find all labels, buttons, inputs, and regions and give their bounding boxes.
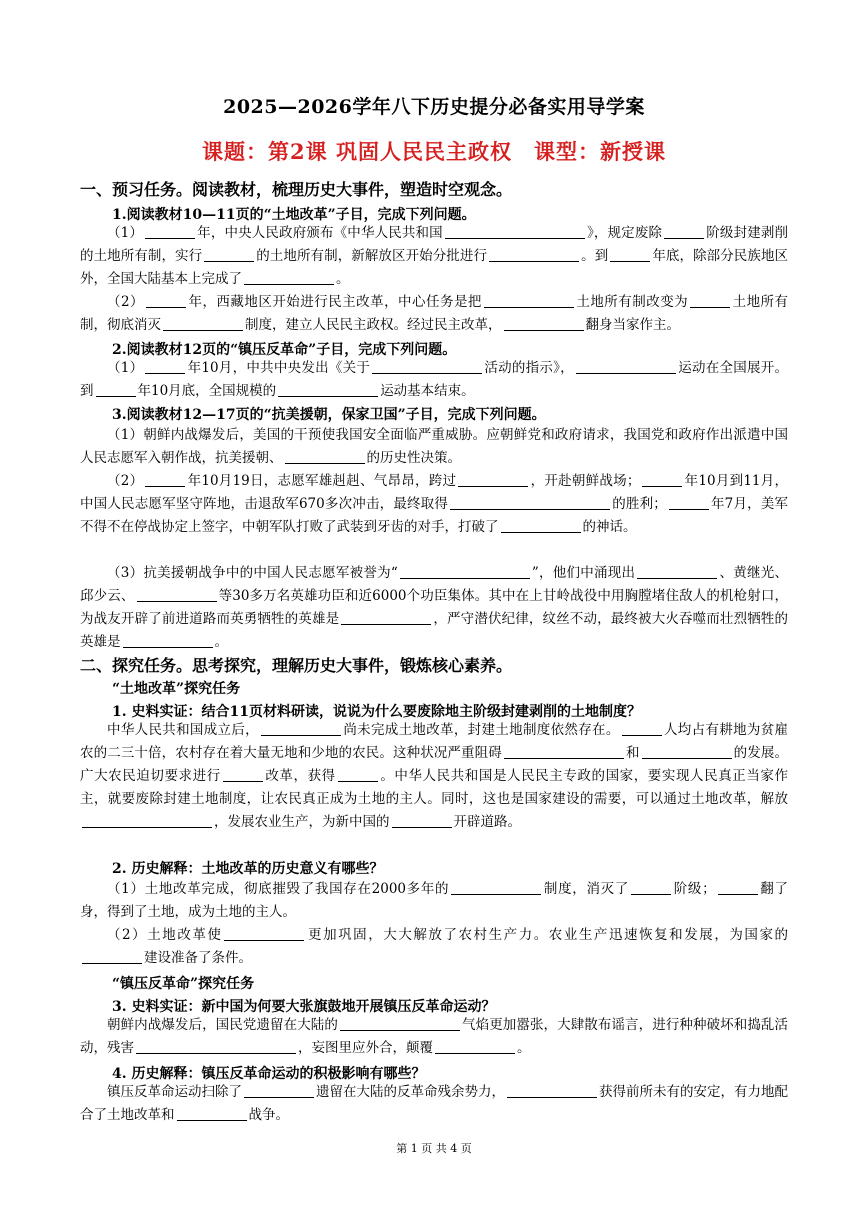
page-footer: 第 1 页 共 4 页 <box>396 1142 472 1155</box>
answer-blank[interactable] <box>145 358 185 374</box>
task2-label: “镇压反革命”探究任务 <box>112 976 255 992</box>
answer-blank[interactable] <box>445 223 585 239</box>
answer-blank[interactable] <box>458 471 528 487</box>
s1-q1-para2: （2） 年，西藏地区开始进行民主改革，中心任务是把 土地所有制改变为 土地所有制，彻底消灭 制度，建立人民民主政权。经过民主改革， 翻身当家作主。 <box>80 294 789 333</box>
section2-heading: 二、探究任务。思考探究，理解历史大事件，锻炼核心素养。 <box>80 656 513 675</box>
answer-blank[interactable] <box>123 632 213 648</box>
answer-blank[interactable] <box>489 246 579 262</box>
s1-q3-para1: （1）朝鲜内战爆发后，美国的干预使我国安全面临严重威胁。应朝鲜党和政府请求，我国党和政府作出派遣中国人民志愿军入朝作战，抗美援朝、 的历史性决策。 <box>80 427 788 466</box>
document-title: 2025—2026学年八下历史提分必备实用导学案 <box>223 96 645 118</box>
answer-blank[interactable] <box>145 223 195 239</box>
answer-blank[interactable] <box>576 358 676 374</box>
answer-blank[interactable] <box>501 517 581 533</box>
answer-blank[interactable] <box>340 1015 460 1031</box>
answer-blank[interactable] <box>163 315 243 331</box>
answer-blank[interactable] <box>504 743 624 759</box>
answer-blank[interactable] <box>145 471 185 487</box>
answer-blank[interactable] <box>392 812 452 828</box>
answer-blank[interactable] <box>82 948 142 964</box>
answer-blank[interactable] <box>137 586 217 602</box>
answer-blank[interactable] <box>435 1038 515 1054</box>
answer-blank[interactable] <box>96 381 136 397</box>
s1-q3-para3: （3）抗美援朝战争中的中国人民志愿军被誉为“ ”，他们中涌现出 、黄继光、邱少云、 等30多万名英雄功臣和近6000个功臣集体。其中在上甘岭战役中用胸膛堵住敌人的机枪射口，为战友开辟了前进道路而英勇牺牲的英雄是 ，严守潜伏纪律，纹丝不动，最终被大火吞噬而壮烈牺牲的英雄是 。 <box>80 565 789 650</box>
s1-q3-heading: 3.阅读教材12—17页的“抗美援朝，保家卫国”子目，完成下列问题。 <box>112 407 546 423</box>
answer-blank[interactable] <box>504 315 584 331</box>
answer-blank[interactable] <box>285 448 365 464</box>
answer-blank[interactable] <box>718 879 758 895</box>
answer-blank[interactable] <box>244 269 334 285</box>
answer-blank[interactable] <box>507 1082 597 1098</box>
answer-blank[interactable] <box>177 1105 247 1121</box>
s1-q3-para2: （2） 年10月19日，志愿军雄赳赳、气昂昂，跨过 ，开赴朝鲜战场； 年10月到11月，中国人民志愿军坚守阵地，击退敌军670多次冲击，最终取得 的胜利； 年7月，美军不得不在停战协定上签字，中朝军队打败了武装到牙齿的对手，打破了 的神话。 <box>80 473 789 535</box>
s2-q1-heading: 1. 史料实证：结合11页材料研读，说说为什么要废除地主阶级封建剥削的土地制度？ <box>112 704 641 720</box>
s2-q3-para: 朝鲜内战爆发后，国民党遗留在大陆的 气焰更加嚣张，大肆散布谣言，进行种种破坏和捣乱活动，残害 ，妄图里应外合，颠覆 。 <box>80 1017 789 1056</box>
answer-blank[interactable] <box>610 246 650 262</box>
answer-blank[interactable] <box>450 494 610 510</box>
answer-blank[interactable] <box>204 246 254 262</box>
answer-blank[interactable] <box>278 381 378 397</box>
answer-blank[interactable] <box>451 879 541 895</box>
answer-blank[interactable] <box>82 812 212 828</box>
s1-q1-para1: （1） 年，中央人民政府颁布《中华人民共和国 》，规定废除 阶级封建剥削的土地所有制，实行 的土地所有制，新解放区开始分批进行 。到 年底，除部分民族地区外，全国大陆基本上完成了 。 <box>80 225 789 287</box>
s2-q3-heading: 3. 史料实证：新中国为何要大张旗鼓地开展镇压反革命运动？ <box>112 999 496 1015</box>
lesson-subtitle: 课题：第2课 巩固人民民主政权 课型：新授课 <box>202 139 666 164</box>
answer-blank[interactable] <box>484 292 574 308</box>
answer-blank[interactable] <box>372 358 482 374</box>
answer-blank[interactable] <box>400 563 530 579</box>
section1-heading: 一、预习任务。阅读教材，梳理历史大事件，塑造时空观念。 <box>80 180 513 199</box>
answer-blank[interactable] <box>622 720 662 736</box>
answer-blank[interactable] <box>146 292 186 308</box>
answer-blank[interactable] <box>664 223 704 239</box>
s2-q4-heading: 4. 历史解释：镇压反革命运动的积极影响有哪些？ <box>112 1066 426 1082</box>
answer-blank[interactable] <box>338 766 378 782</box>
answer-blank[interactable] <box>223 766 263 782</box>
s2-q2-para2: （2）土地改革使 更加巩固，大大解放了农村生产力。农业生产迅速恢复和发展，为国家的建设准备了条件。 <box>80 924 788 970</box>
s1-q2-para1: （1） 年10月，中共中央发出《关于 活动的指示》， 运动在全国展开。到 年10月底，全国规模的 运动基本结束。 <box>80 360 789 399</box>
s2-q2-para1: （1）土地改革完成，彻底摧毁了我国存在2000多年的 制度，消灭了 阶级； 翻了身，得到了土地，成为土地的主人。 <box>80 881 788 920</box>
task1-label: “土地改革”探究任务 <box>112 681 241 697</box>
s1-q2-heading: 2.阅读教材12页的“镇压反革命”子目，完成下列问题。 <box>112 342 457 358</box>
s2-q4-para: 镇压反革命运动扫除了 遗留在大陆的反革命残余势力， 获得前所未有的安定，有力地配合了土地改革和 战争。 <box>80 1084 788 1123</box>
answer-blank[interactable] <box>669 494 709 510</box>
answer-blank[interactable] <box>637 563 717 579</box>
s2-q1-para: 中华人民共和国成立后， 尚未完成土地改革，封建土地制度依然存在。 人均占有耕地为贫雇农的二三十倍，农村存在着大量无地和少地的农民。这种状况严重阻碍 和 的发展。广大农民迫切要求进行 改革，获得 。中华人民共和国是人民民主专政的国家，要实现人民真正当家作主，就要废除封建土地制度，让农民真正成为土地的主人。同时，这也是国家建设的需要，可以通过土地改革，解放，发展农业生产，为新中国的 开辟道路。 <box>80 722 789 830</box>
s2-q2-heading: 2. 历史解释：土地改革的历史意义有哪些？ <box>112 861 384 877</box>
s1-q1-heading: 1.阅读教材10—11页的“土地改革”子目，完成下列问题。 <box>112 207 476 223</box>
answer-blank[interactable] <box>631 879 671 895</box>
answer-blank[interactable] <box>136 1038 296 1054</box>
answer-blank[interactable] <box>642 743 732 759</box>
answer-blank[interactable] <box>690 292 730 308</box>
answer-blank[interactable] <box>261 720 341 736</box>
answer-blank[interactable] <box>642 471 682 487</box>
answer-blank[interactable] <box>224 925 304 941</box>
answer-blank[interactable] <box>244 1082 314 1098</box>
answer-blank[interactable] <box>341 609 431 625</box>
